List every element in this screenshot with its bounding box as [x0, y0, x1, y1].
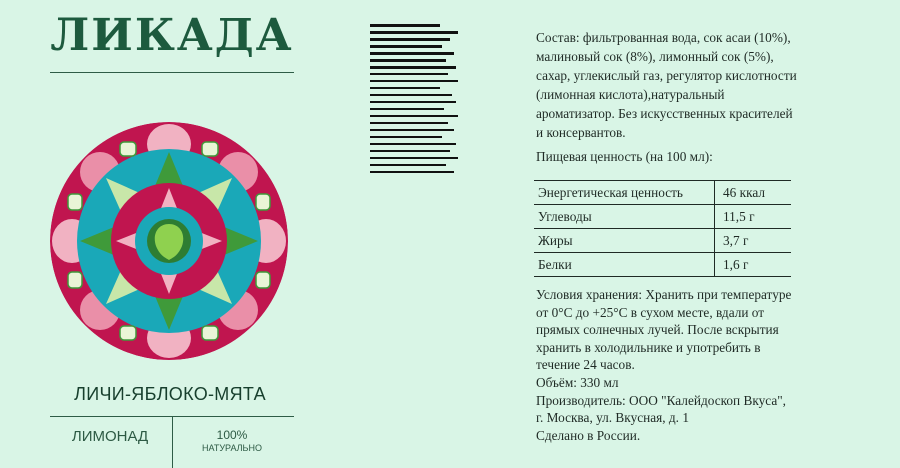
nutrient-value: 11,5 г [715, 205, 792, 229]
flavor-name: ЛИЧИ-ЯБЛОКО-МЯТА [74, 384, 266, 404]
nutrient-value: 46 ккал [715, 181, 792, 205]
origin-text: Сделано в России. [536, 427, 641, 443]
nutrient-name: Жиры [534, 229, 715, 253]
table-row [534, 229, 791, 253]
product-type: ЛИМОНАД [71, 428, 149, 445]
natural-percent: 100% [216, 428, 248, 442]
nutrient-name: Энергетическая ценность [534, 181, 715, 205]
nutrient-name: Белки [534, 253, 715, 277]
nutrition-title: Пищевая ценность (на 100 мл): [536, 149, 713, 164]
natural-label: НАТУРАЛЬНО [202, 443, 262, 453]
nutrient-value: 1,6 г [715, 253, 792, 277]
storage-conditions: Условия хранения: Хранить при температуре от 0°С до +25°С в сухом месте, вдали от прямых солнечных лучей. После вскрытия хранить в холодильнике и употребить в течение 24 часов. [536, 287, 792, 373]
storage-info [536, 286, 792, 444]
nutrient-name: Углеводы [534, 205, 715, 229]
producer-text: Производитель: ООО "Калейдоскоп Вкуса", г. Москва, ул. Вкусная, д. 1 [536, 392, 786, 426]
table-row [534, 253, 791, 277]
composition-text: Состав: фильтрованная вода, сок асаи (10%), малиновый сок (8%), лимонный сок (5%), сахар, углекислый газ, регулятор кислотности (лимонная кислота),натуральный ароматизатор. Без искусственных красителей и консервантов. [536, 30, 797, 140]
brand-logo: ЛИКАДА [50, 10, 294, 61]
barcode [370, 24, 458, 178]
volume-text: Объём: 330 мл [536, 374, 619, 390]
table-row [534, 181, 791, 205]
kaleidoscope-mandala-image [50, 122, 288, 360]
table-row [534, 205, 791, 229]
top-divider [50, 72, 294, 73]
natural-badge [172, 428, 292, 453]
nutrient-value: 3,7 г [715, 229, 792, 253]
nutrition-table [534, 180, 791, 277]
